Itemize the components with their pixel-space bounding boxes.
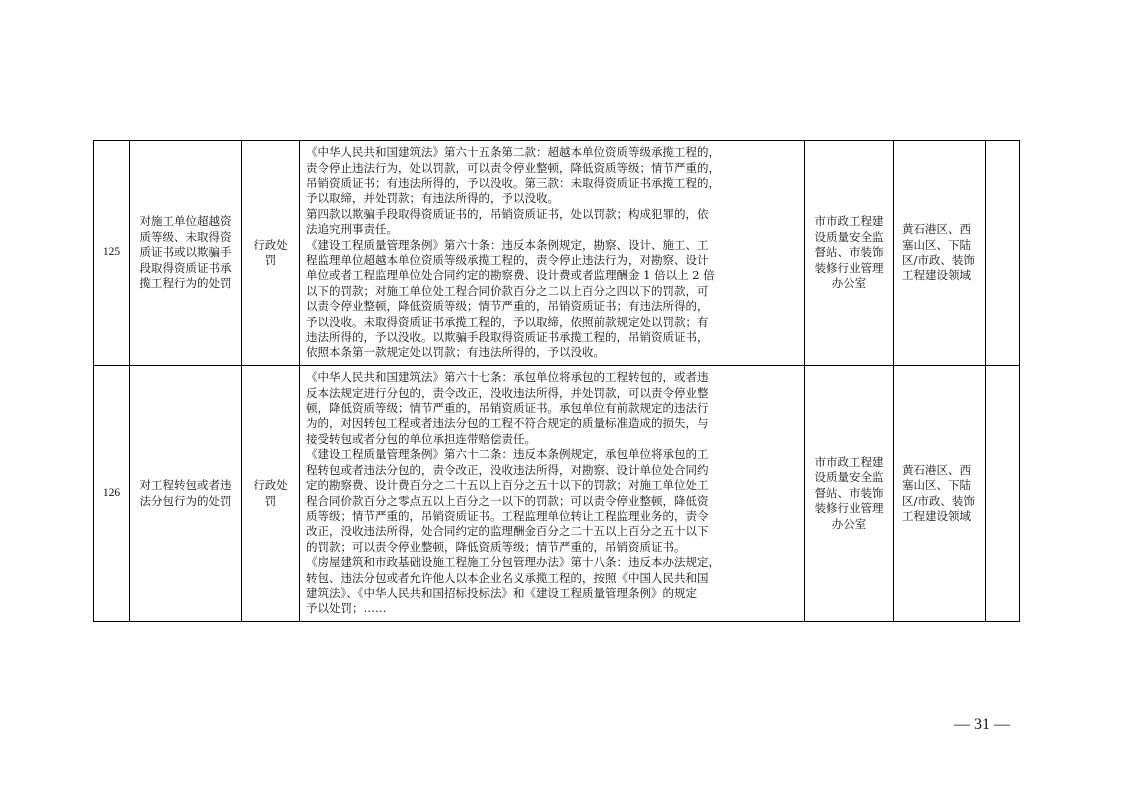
row-scope: 黄石港区、西塞山区、下陆区/市政、装饰工程建设领域 (894, 366, 986, 622)
basis-line: 接受转包或者分包的单位承担连带赔偿责任。 (306, 431, 536, 446)
page-number: — 31 — (954, 716, 1010, 733)
row-department: 市市政工程建设质量安全监督站、市装饰装修行业管理办公室 (805, 141, 894, 366)
row-note (986, 141, 1020, 366)
row-item: 对工程转包或者违法分包行为的处罚 (130, 366, 242, 622)
row-category: 行政处罚 (242, 141, 300, 366)
basis-line: 予以处罚；…… (306, 601, 387, 616)
basis-line: 程转包或者违法分包的，责令改正，没收违法所得，对勘察、设计单位处合同约 (306, 462, 709, 477)
basis-line: 转包、违法分包或者允许他人以本企业名义承揽工程的，按照《中国人民共和国 (306, 570, 709, 585)
row-number: 125 (94, 141, 130, 366)
row-item: 对施工单位超越资质等级、未取得资质证书或以欺骗手段取得资质证书承揽工程行为的处罚 (130, 141, 242, 366)
basis-line: 定的勘察费、设计费百分之二十五以上百分之五十以下的罚款；对施工单位处工 (306, 478, 709, 493)
regulation-table (93, 140, 1020, 622)
basis-line: 以下的罚款；对施工单位处工程合同价款百分之二以上百分之四以下的罚款，可 (306, 283, 709, 298)
table-row (94, 366, 1020, 622)
row-category: 行政处罚 (242, 366, 300, 622)
basis-line: 以责令停业整顿，降低资质等级；情节严重的，吊销资质证书；有违法所得的， (306, 299, 709, 314)
row-scope: 黄石港区、西塞山区、下陆区/市政、装饰工程建设领域 (894, 141, 986, 366)
basis-line: 单位或者工程监理单位处合同约定的勘察费、设计费或者监理酬金 1 倍以上 2 倍 (306, 268, 715, 283)
basis-line: 程监理单位超越本单位资质等级承揽工程的，责令停止违法行为，对勘察、设计 (306, 253, 709, 267)
basis-line: 程合同价款百分之零点五以上百分之一以下的罚款；可以责令停业整顿，降低资 (306, 493, 709, 508)
basis-line: 质等级；情节严重的，吊销资质证书。工程监理单位转让工程监理业务的，责令 (306, 508, 709, 523)
basis-line: 《建设工程质量管理条例》第六十条：违反本条例规定，勘察、设计、施工、工 (306, 237, 709, 252)
basis-line: 改正，没收违法所得，处合同约定的监理酬金百分之二十五以上百分之五十以下 (306, 524, 709, 539)
basis-line: 反本法规定进行分包的，责令改正，没收违法所得，并处罚款，可以责令停业整 (306, 385, 709, 400)
basis-line: 法追究刑事责任。 (306, 222, 398, 237)
basis-line: 依照本条第一款规定处以罚款；有违法所得的，予以没收。 (306, 345, 605, 360)
row-department: 市市政工程建设质量安全监督站、市装饰装修行业管理办公室 (805, 366, 894, 622)
basis-line: 建筑法》、《中华人民共和国招标投标法》和《建设工程质量管理条例》的规定 (306, 585, 697, 600)
basis-line: 《中华人民共和国建筑法》第六十五条第二款：超越本单位资质等级承揽工程的， (306, 145, 720, 160)
basis-line: 《中华人民共和国建筑法》第六十七条：承包单位将承包的工程转包的，或者违 (306, 370, 709, 385)
row-basis (300, 366, 805, 622)
basis-line: 《房屋建筑和市政基础设施工程施工分包管理办法》第十八条：违反本办法规定， (306, 555, 720, 570)
row-note (986, 366, 1020, 622)
basis-line: 违法所得的，予以没收。以欺骗手段取得资质证书承揽工程的，吊销资质证书， (306, 330, 709, 345)
row-number: 126 (94, 366, 130, 622)
basis-line: 吊销资质证书；有违法所得的，予以没收。第三款：未取得资质证书承揽工程的， (306, 175, 720, 190)
basis-line: 顿，降低资质等级；情节严重的，吊销资质证书。承包单位有前款规定的违法行 (306, 401, 709, 416)
table-row (94, 141, 1020, 366)
basis-line: 第四款以欺骗手段取得资质证书的，吊销资质证书，处以罚款；构成犯罪的，依 (306, 206, 709, 221)
basis-line: 为的，对因转包工程或者违法分包的工程不符合规定的质量标准造成的损失，与 (306, 416, 709, 431)
row-basis (300, 141, 805, 366)
basis-line: 责令停止违法行为，处以罚款，可以责令停业整顿，降低资质等级；情节严重的， (306, 160, 720, 175)
basis-line: 《建设工程质量管理条例》第六十二条：违反本条例规定，承包单位将承包的工 (306, 447, 709, 462)
basis-line: 予以取缔，并处罚款；有违法所得的，予以没收。 (306, 191, 559, 206)
basis-line: 予以没收。未取得资质证书承揽工程的，予以取缔，依照前款规定处以罚款；有 (306, 314, 709, 329)
basis-line: 的罚款；可以责令停业整顿，降低资质等级；情节严重的，吊销资质证书。 (306, 539, 686, 554)
